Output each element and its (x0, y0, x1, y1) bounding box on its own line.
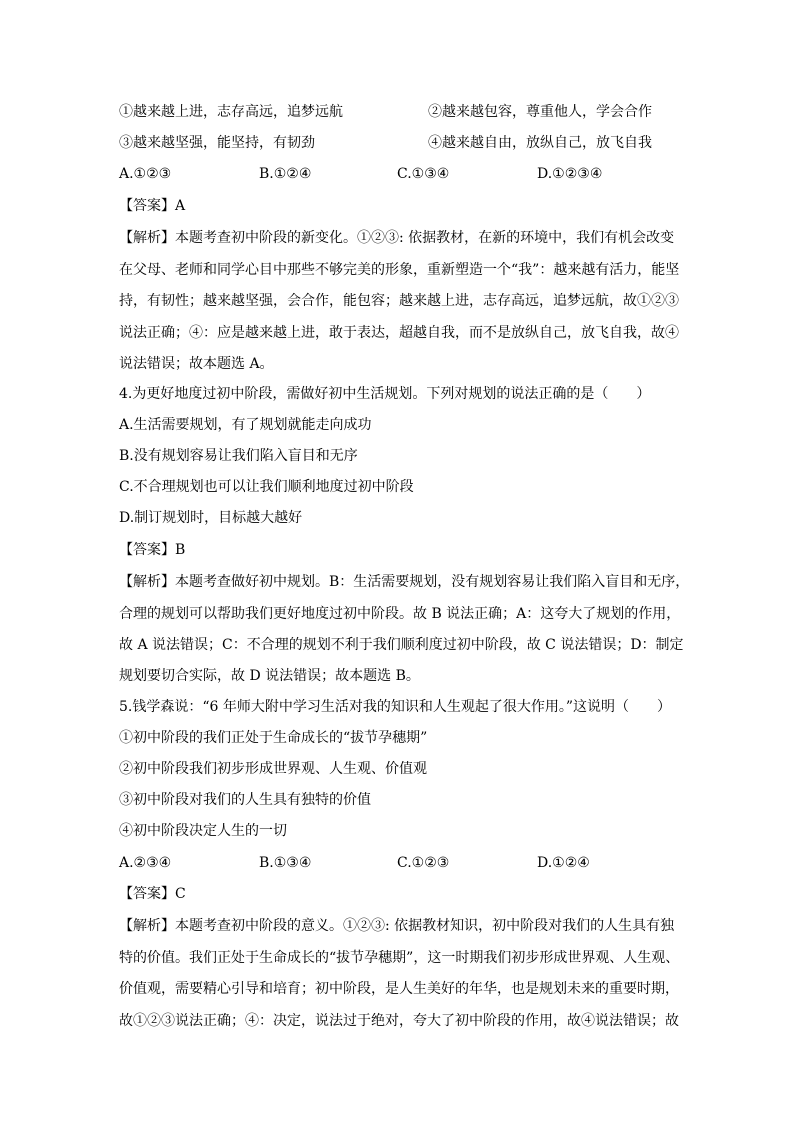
q3-analysis-line: 在父母、老师和同学心目中那些不够完美的形象，重新塑造一个“我”：越来越有活力，能坚 (119, 262, 680, 278)
q4-option-d: D.制订规划时，目标越大越好 (119, 510, 303, 526)
q5-option-c: C.①②③ (397, 855, 450, 871)
q4-option-b: B.没有规划容易让我们陷入盲目和无序 (119, 448, 358, 464)
q5-statement-4: ④初中阶段决定人生的一切 (119, 823, 287, 839)
q4-analysis-line: 故 A 说法错误；C：不合理的规划不利于我们顺利度过初中阶段，故 C 说法错误；D：制定 (119, 637, 684, 653)
q3-answer: 【答案】A (119, 198, 186, 214)
statement-4: ④越来越自由，放纵自己，放飞自我 (428, 135, 652, 151)
q5-analysis-line: 价值观，需要精心引导和培育；初中阶段，是人生美好的年华，也是规划未来的重要时期， (119, 981, 679, 997)
q4-answer: 【答案】B (119, 542, 186, 558)
q5-stem: 5.钱学森说：“6 年师大附中学习生活对我的知识和人生观起了很大作用。”这说明（ ） (119, 699, 672, 715)
q4-stem: 4.为更好地度过初中阶段，需做好初中生活规划。下列对规划的说法正确的是（ ） (119, 386, 651, 402)
q3-analysis-line: 说法正确；④：应是越来越上进，敢于表达，超越自我，而不是放纵自己，放飞自我，故④ (119, 325, 679, 341)
q4-analysis-line: 【解析】本题考查做好初中规划。B：生活需要规划，没有规划容易让我们陷入盲目和无序， (119, 574, 690, 590)
q4-analysis-line: 规划要切合实际，故 D 说法错误；故本题选 B。 (119, 668, 420, 684)
q5-analysis-line: 特的价值。我们正处于生命成长的“拔节孕穗期”，这一时期我们初步形成世界观、人生观、 (119, 950, 680, 966)
statement-3: ③越来越坚强，能坚持，有韧劲 (119, 135, 315, 151)
q4-option-c: C.不合理规划也可以让我们顺利地度过初中阶段 (119, 479, 414, 495)
q5-statement-2: ②初中阶段我们初步形成世界观、人生观、价值观 (119, 761, 427, 777)
statement-2: ②越来越包容，尊重他人，学会合作 (428, 104, 652, 120)
q3-analysis-line: 【解析】本题考查初中阶段的新变化。①②③: 依据教材，在新的环境中，我们有机会改变 (119, 230, 675, 246)
q3-option-b: B.①②④ (259, 166, 312, 182)
q3-option-c: C.①③④ (397, 166, 450, 182)
q5-analysis-line: 【解析】本题考查初中阶段的意义。①②③: 依据教材知识，初中阶段对我们的人生具有独 (119, 918, 675, 934)
q5-option-d: D.①②④ (537, 855, 590, 871)
q5-statement-1: ①初中阶段的我们正处于生命成长的“拔节孕穗期” (119, 730, 428, 746)
q5-option-a: A.②③④ (119, 855, 172, 871)
q5-statement-3: ③初中阶段对我们的人生具有独特的价值 (119, 792, 371, 808)
q4-analysis-line: 合理的规划可以帮助我们更好地度过初中阶段。故 B 说法正确；A：这夸大了规划的作用， (119, 606, 681, 622)
q5-analysis-line: 故①②③说法正确；④：决定，说法过于绝对，夸大了初中阶段的作用，故④说法错误；故 (119, 1013, 679, 1029)
q3-analysis-line: 持，有韧性；越来越坚强，会合作，能包容；越来越上进，志存高远，追梦远航，故①②③ (119, 293, 679, 309)
q3-analysis-line: 说法错误；故本题选 A。 (119, 356, 274, 372)
q5-answer: 【答案】C (119, 886, 186, 902)
q3-option-d: D.①②③④ (537, 166, 603, 182)
q5-option-b: B.①③④ (259, 855, 312, 871)
q3-option-a: A.①②③ (119, 166, 172, 182)
statement-1: ①越来越上进，志存高远，追梦远航 (119, 104, 343, 120)
q4-option-a: A.生活需要规划，有了规划就能走向成功 (119, 417, 372, 433)
